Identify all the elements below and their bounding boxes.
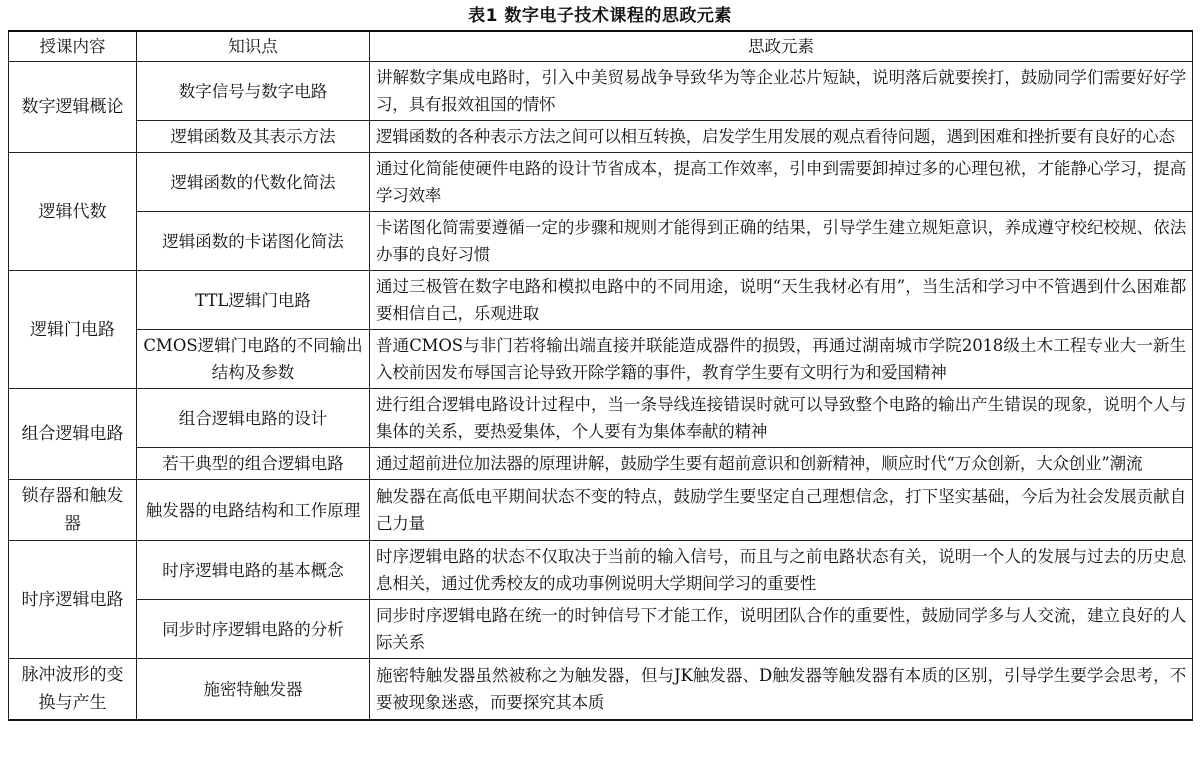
table-row <box>9 480 1193 541</box>
ideology-element-cell: 通过三极管在数字电路和模拟电路中的不同用途，说明“天生我材必有用”，当生活和学习中不管遇到什么困难都要相信自己，乐观进取 <box>370 271 1193 330</box>
knowledge-point-cell: 时序逻辑电路的基本概念 <box>137 541 370 600</box>
knowledge-point-cell: 逻辑函数的卡诺图化简法 <box>137 212 370 271</box>
topic-cell: 逻辑门电路 <box>9 271 137 389</box>
table-body <box>9 62 1193 721</box>
table-row <box>9 62 1193 121</box>
ideology-element-cell: 卡诺图化简需要遵循一定的步骤和规则才能得到正确的结果，引导学生建立规矩意识，养成遵守校纪校规、依法办事的良好习惯 <box>370 212 1193 271</box>
table-row <box>9 121 1193 153</box>
ideology-element-cell: 触发器在高低电平期间状态不变的特点，鼓励学生要坚定自己理想信念，打下坚实基础，今后为社会发展贡献自己力量 <box>370 480 1193 541</box>
knowledge-point-cell: 施密特触发器 <box>137 659 370 721</box>
knowledge-point-cell: 组合逻辑电路的设计 <box>137 389 370 448</box>
topic-cell: 锁存器和触发器 <box>9 480 137 541</box>
knowledge-point-cell: TTL逻辑门电路 <box>137 271 370 330</box>
header-ideology-element: 思政元素 <box>370 31 1193 62</box>
ideology-element-cell: 进行组合逻辑电路设计过程中，当一条导线连接错误时就可以导致整个电路的输出产生错误的现象，说明个人与集体的关系，要热爱集体，个人要有为集体奉献的精神 <box>370 389 1193 448</box>
table-row <box>9 448 1193 480</box>
table-caption: 表1 数字电子技术课程的思政元素 <box>468 6 732 26</box>
header-knowledge-point: 知识点 <box>137 31 370 62</box>
knowledge-point-cell: CMOS逻辑门电路的不同输出结构及参数 <box>137 330 370 389</box>
knowledge-point-cell: 逻辑函数的代数化简法 <box>137 153 370 212</box>
topic-cell: 组合逻辑电路 <box>9 389 137 480</box>
knowledge-point-cell: 数字信号与数字电路 <box>137 62 370 121</box>
ideology-element-cell: 同步时序逻辑电路在统一的时钟信号下才能工作，说明团队合作的重要性，鼓励同学多与人交流，建立良好的人际关系 <box>370 600 1193 659</box>
knowledge-point-cell: 逻辑函数及其表示方法 <box>137 121 370 153</box>
table-row <box>9 271 1193 330</box>
knowledge-point-cell: 同步时序逻辑电路的分析 <box>137 600 370 659</box>
table-row <box>9 600 1193 659</box>
ideology-element-cell: 施密特触发器虽然被称之为触发器，但与JK触发器、D触发器等触发器有本质的区别，引导学生要学会思考，不要被现象迷惑，而要探究其本质 <box>370 659 1193 721</box>
topic-cell: 时序逻辑电路 <box>9 541 137 659</box>
ideology-element-cell: 时序逻辑电路的状态不仅取决于当前的输入信号，而且与之前电路状态有关，说明一个人的发展与过去的历史息息相关，通过优秀校友的成功事例说明大学期间学习的重要性 <box>370 541 1193 600</box>
ideology-elements-table <box>8 30 1193 721</box>
table-row <box>9 212 1193 271</box>
ideology-element-cell: 通过超前进位加法器的原理讲解，鼓励学生要有超前意识和创新精神，顺应时代“万众创新，大众创业”潮流 <box>370 448 1193 480</box>
table-header-row <box>9 31 1193 62</box>
table-row <box>9 389 1193 448</box>
header-topic: 授课内容 <box>9 31 137 62</box>
ideology-element-cell: 逻辑函数的各种表示方法之间可以相互转换，启发学生用发展的观点看待问题，遇到困难和挫折要有良好的心态 <box>370 121 1193 153</box>
topic-cell: 逻辑代数 <box>9 153 137 271</box>
ideology-element-cell: 通过化简能使硬件电路的设计节省成本，提高工作效率，引申到需要卸掉过多的心理包袱，才能静心学习，提高学习效率 <box>370 153 1193 212</box>
table-row <box>9 659 1193 721</box>
knowledge-point-cell: 触发器的电路结构和工作原理 <box>137 480 370 541</box>
knowledge-point-cell: 若干典型的组合逻辑电路 <box>137 448 370 480</box>
table-row <box>9 153 1193 212</box>
table-row <box>9 541 1193 600</box>
topic-cell: 数字逻辑概论 <box>9 62 137 153</box>
ideology-element-cell: 讲解数字集成电路时，引入中美贸易战争导致华为等企业芯片短缺，说明落后就要挨打，鼓励同学们需要好好学习，具有报效祖国的情怀 <box>370 62 1193 121</box>
ideology-element-cell: 普通CMOS与非门若将输出端直接并联能造成器件的损毁，再通过湖南城市学院2018级土木工程专业大一新生入校前因发布辱国言论导致开除学籍的事件，教育学生要有文明行为和爱国精神 <box>370 330 1193 389</box>
table-row <box>9 330 1193 389</box>
topic-cell: 脉冲波形的变换与产生 <box>9 659 137 721</box>
